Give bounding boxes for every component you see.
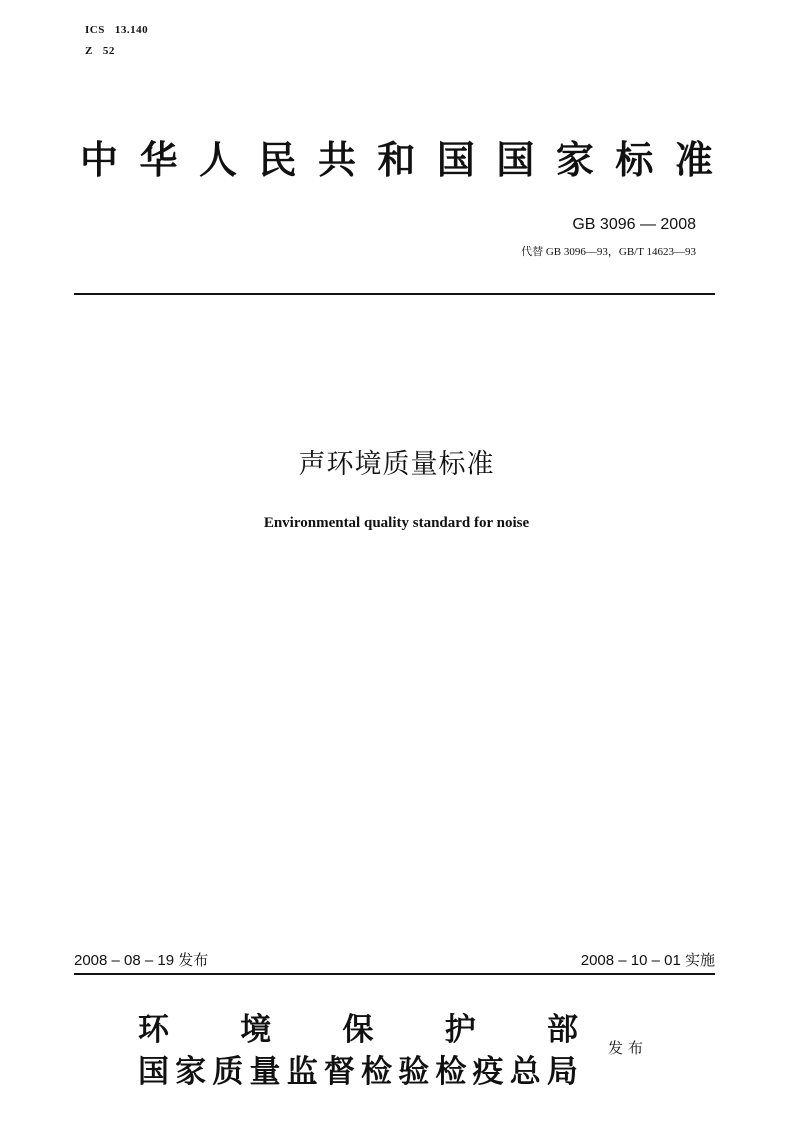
- issuer-char: 疫: [472, 1054, 504, 1090]
- standard-number: GB 3096 — 2008: [572, 216, 696, 233]
- issuer-char: 检: [435, 1054, 467, 1090]
- replaces-note: 代替 GB 3096—93，GB/T 14623—93: [521, 246, 696, 258]
- national-title-char: 标: [615, 137, 654, 182]
- national-standard-title: [80, 136, 713, 184]
- ics-code: 13.140: [114, 24, 149, 36]
- national-title-char: 和: [377, 137, 416, 182]
- national-title-char: 人: [198, 137, 237, 182]
- ics-label: ICS: [85, 24, 105, 36]
- issuer-aqsiq: [138, 1052, 578, 1092]
- issue-date: 2008 – 08 – 19 发布: [74, 952, 209, 969]
- issuer-char: 保: [342, 1012, 374, 1048]
- issuer-char: 局: [546, 1054, 578, 1090]
- issuer-char: 检: [361, 1054, 393, 1090]
- national-title-char: 国: [436, 137, 475, 182]
- issuer-char: 部: [547, 1012, 578, 1048]
- national-title-char: 中: [80, 137, 119, 182]
- z-label: Z: [85, 45, 93, 57]
- document-title-chinese: 声环境质量标准: [298, 449, 495, 480]
- issuer-char: 家: [175, 1054, 207, 1090]
- publish-label: 发布: [608, 1039, 649, 1057]
- issuer-char: 护: [444, 1012, 476, 1048]
- national-title-char: 准: [674, 137, 713, 182]
- document-title-english: Environmental quality standard for noise: [263, 515, 530, 531]
- issuer-char: 量: [249, 1054, 281, 1090]
- issuer-char: 国: [138, 1054, 169, 1090]
- issuer-char: 环: [138, 1012, 169, 1048]
- implementation-date: 2008 – 10 – 01 实施: [580, 952, 715, 969]
- issuer-char: 总: [509, 1054, 541, 1090]
- issuer-ministry: [138, 1010, 578, 1050]
- issuer-char: 监: [286, 1054, 318, 1090]
- national-title-char: 国: [496, 137, 535, 182]
- ics-classification: [85, 24, 148, 36]
- bottom-divider: [74, 973, 715, 975]
- national-title-char: 华: [139, 137, 178, 182]
- national-title-char: 共: [317, 137, 356, 182]
- z-classification: [85, 45, 115, 57]
- issuer-char: 质: [212, 1054, 244, 1090]
- issuer-char: 境: [240, 1012, 272, 1048]
- z-code: 52: [102, 45, 115, 57]
- national-title-char: 民: [258, 137, 297, 182]
- issuer-char: 验: [398, 1054, 430, 1090]
- top-divider: [74, 293, 715, 295]
- issuer-char: 督: [323, 1054, 355, 1090]
- national-title-char: 家: [555, 137, 594, 182]
